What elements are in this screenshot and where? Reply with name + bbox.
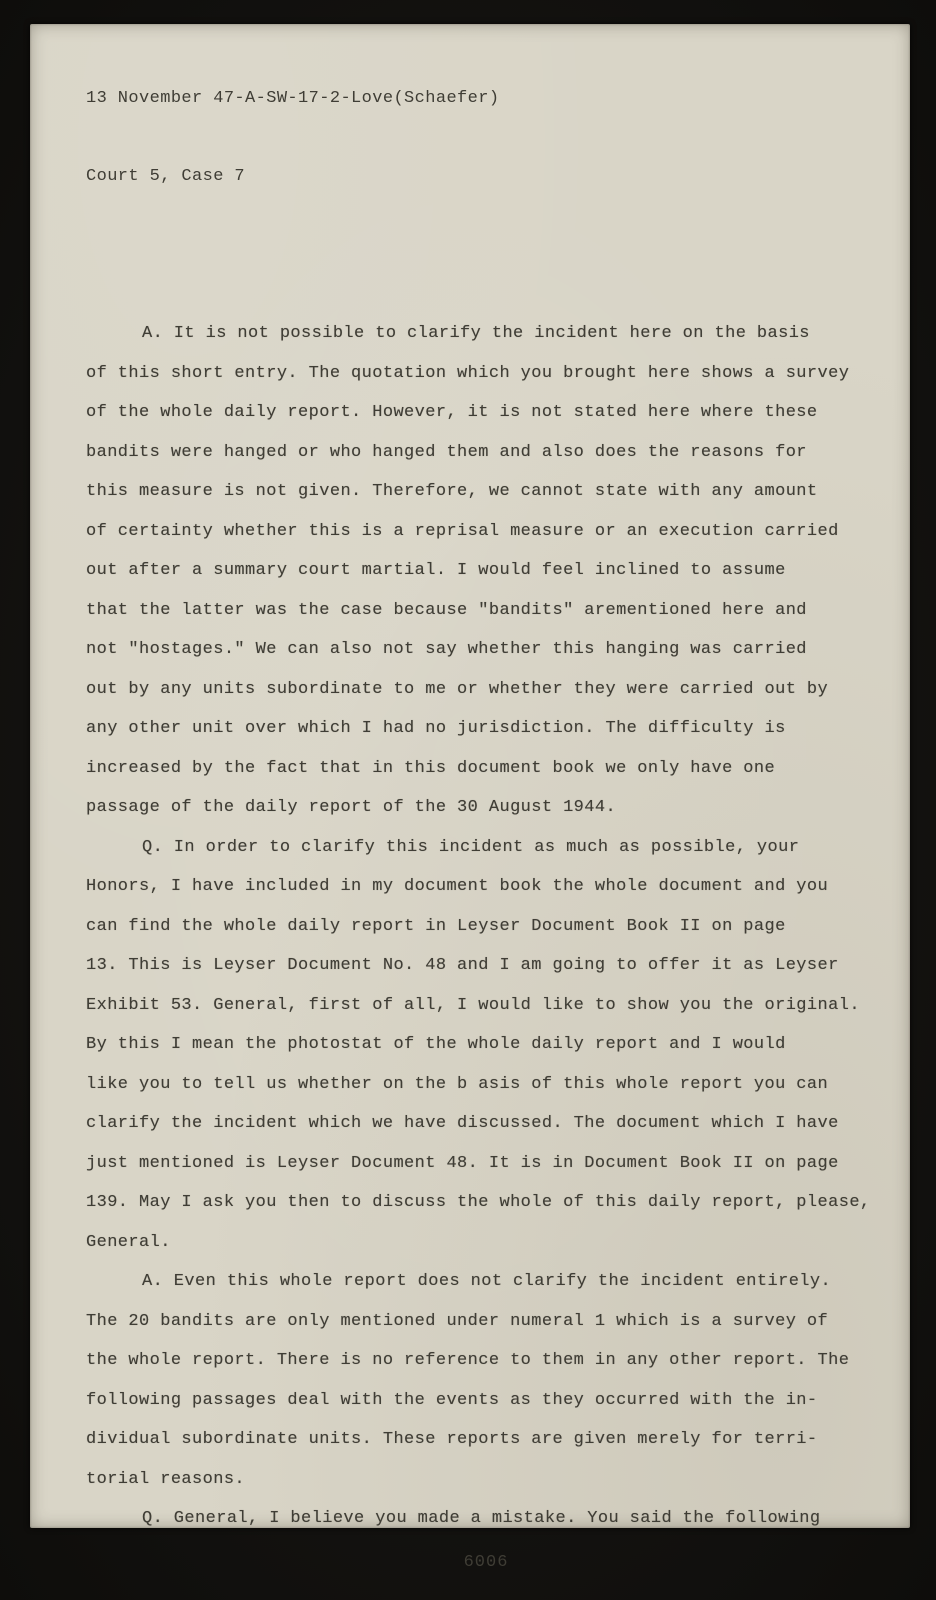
- header-line-1: 13 November 47-A-SW-17-2-Love(Schaefer): [86, 89, 500, 108]
- paragraph-line: torial reasons.: [86, 1469, 246, 1489]
- paragraph-line: that the latter was the case because "bandits" arementioned here and: [86, 600, 807, 620]
- paragraph-line: this measure is not given. Therefore, we cannot state with any amount: [86, 482, 818, 501]
- paragraph-line: passage of the daily report of the 30 August 1944.: [86, 798, 617, 817]
- paragraph-line: Q. General, I believe you made a mistake. You said the following: [142, 1509, 821, 1528]
- paragraph-line: the whole report. There is no reference to them in any other report. The: [86, 1351, 850, 1370]
- paragraph-line: 139. May I ask you then to discuss the whole of this daily report, please,: [86, 1193, 871, 1212]
- paragraph-line: increased by the fact that in this document book we only have one: [86, 758, 776, 778]
- paragraph-line: By this I mean the photostat of the whole daily report and I would: [86, 1035, 786, 1054]
- page-number: 6006: [463, 1552, 509, 1572]
- paragraph-line: just mentioned is Leyser Document 48. It is in Document Book II on page: [86, 1153, 839, 1173]
- paragraph-line: bandits were hanged or who hanged them and also does the reasons for: [86, 442, 807, 462]
- paragraph-line: of this short entry. The quotation which you brought here shows a survey: [86, 363, 850, 383]
- paragraph-line: Q. In order to clarify this incident as much as possible, your: [142, 837, 800, 857]
- paragraph-line: out after a summary court martial. I would feel inclined to assume: [86, 561, 786, 580]
- paragraph-line: Exhibit 53. General, first of all, I would like to show you the original.: [86, 995, 860, 1015]
- paragraph-line: clarify the incident which we have discussed. The document which I have: [86, 1114, 839, 1133]
- paragraph-line: of certainty whether this is a reprisal measure or an execution carried: [86, 521, 839, 541]
- header-line-2: Court 5, Case 7: [86, 167, 246, 186]
- paragraph-line: of the whole daily report. However, it is not stated here where these: [86, 403, 818, 422]
- paragraph-line: dividual subordinate units. These reports are given merely for terri-: [86, 1430, 818, 1449]
- document-header: [86, 34, 886, 242]
- paragraph-line: A. It is not possible to clarify the incident here on the basis: [142, 324, 810, 343]
- paragraph-line: following passages deal with the events as they occurred with the in-: [86, 1390, 818, 1410]
- paragraph-line: can find the whole daily report in Leyser Document Book II on page: [86, 916, 786, 936]
- paragraph-line: The 20 bandits are only mentioned under numeral 1 which is a survey of: [86, 1311, 829, 1331]
- document-page: [30, 24, 910, 1572]
- paragraph-line: any other unit over which I had no jurisdiction. The difficulty is: [86, 719, 786, 738]
- paragraph-line: out by any units subordinate to me or whether they were carried out by: [86, 679, 829, 699]
- paragraph-line: Honors, I have included in my document book the whole document and you: [86, 877, 829, 896]
- paragraph-line: like you to tell us whether on the b asis of this whole report you can: [86, 1074, 829, 1094]
- paragraph-line: not "hostages." We can also not say whether this hanging was carried: [86, 640, 807, 659]
- paragraph-line: 13. This is Leyser Document No. 48 and I am going to offer it as Leyser: [86, 956, 839, 975]
- paragraph-line: A. Even this whole report does not clarify the incident entirely.: [142, 1272, 832, 1291]
- paragraph-line: General.: [86, 1232, 171, 1252]
- document-body: [86, 314, 886, 1539]
